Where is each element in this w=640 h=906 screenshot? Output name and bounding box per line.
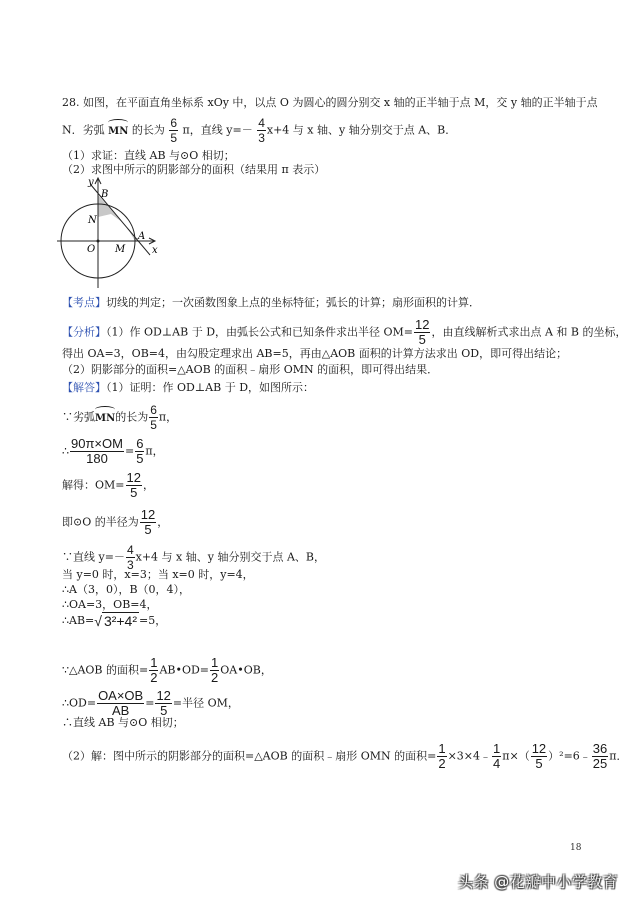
label-n: N <box>88 215 97 226</box>
solution-step-13: ∴直线 AB 与⊙O 相切； <box>62 716 184 729</box>
text: x+4 与 x 轴、y 轴分别交于点 A、B， <box>135 550 325 564</box>
text: = <box>145 696 155 710</box>
solution-step-7: 当 y=0 时，x=3；当 x=0 时，y=4， <box>62 568 254 581</box>
text: ∴ <box>62 444 69 458</box>
text: x+4 与 x 轴、y 轴分别交于点 A、B． <box>266 123 457 137</box>
fenxi-line-1 <box>62 318 627 347</box>
den: 5 <box>136 451 144 466</box>
fraction-half <box>437 742 446 771</box>
problem-number: 28. <box>62 96 80 109</box>
arc-mn: MN <box>108 121 128 139</box>
num: 1 <box>211 655 219 670</box>
text: π． <box>609 749 628 763</box>
fenxi-line-3: （2）阴影部分的面积=△AOB 的面积﹣扇形 OMN 的面积，即可得出结果． <box>62 363 439 376</box>
kaodian-label: 【考点】 <box>62 296 106 309</box>
fraction-radius <box>126 471 142 500</box>
watermark: 头条 @花瓣中小学教育 <box>458 873 619 891</box>
text: （2）解：图中所示的阴影部分的面积=△AOB 的面积﹣扇形 OMN 的面积= <box>62 749 437 763</box>
text: ∵直线 y=－ <box>62 550 125 564</box>
label-b: B <box>101 189 109 200</box>
solution-step-2 <box>62 403 177 432</box>
num: 90π×OM <box>71 436 123 451</box>
problem-line-1 <box>62 96 598 110</box>
den: 3 <box>126 558 134 572</box>
fraction <box>149 403 158 432</box>
den: 180 <box>86 451 108 466</box>
fraction-arc-length <box>169 116 178 145</box>
jieda-line <box>62 381 314 395</box>
text: AB•OD= <box>159 663 210 677</box>
num: 12 <box>126 470 141 485</box>
solution-step-8: ∴A（3，0），B（0，4）， <box>62 583 191 596</box>
kaodian-text: 切线的判定；一次函数图象上点的坐标特征；弧长的计算；扇形面积的计算． <box>106 296 480 309</box>
text: ∵△AOB 的面积= <box>62 663 149 677</box>
fraction-radius <box>531 742 547 771</box>
text: π， <box>145 444 164 458</box>
fraction-radius <box>414 318 430 347</box>
den: 5 <box>130 485 138 500</box>
problem-line-2 <box>62 116 456 145</box>
num: 4 <box>258 116 265 130</box>
num: 36 <box>592 741 608 756</box>
text: ∵劣弧 <box>62 410 95 424</box>
text: （1）作 OD⊥AB 于 D，由弧长公式和已知条件求出半径 OM= <box>106 325 414 339</box>
text: ∴AB= <box>62 614 95 627</box>
fenxi-label: 【分析】 <box>62 325 106 339</box>
fenxi-line-2: 得出 OA=3，OB=4，由勾股定理求出 AB=5，再由△AOB 面积的计算方法求出 OD，即可得出结论； <box>62 347 568 360</box>
num: 1 <box>438 741 446 756</box>
num: 12 <box>415 317 430 332</box>
num: OA×OB <box>98 688 144 703</box>
label-x: x <box>152 245 158 256</box>
text: OA•OB， <box>220 663 272 677</box>
num: 6 <box>136 436 144 451</box>
fraction-slope <box>257 116 266 145</box>
num: 6 <box>150 403 157 417</box>
den: 5 <box>170 131 178 145</box>
geometry-figure <box>55 175 165 293</box>
problem-part-1: （1）求证：直线 AB 与⊙O 相切； <box>62 149 235 162</box>
text: （1）证明：作 OD⊥AB 于 D，如图所示： <box>106 381 315 394</box>
label-m: M <box>115 244 126 255</box>
problem-text: 如图，在平面直角坐标系 xOy 中，以点 O 为圆心的圆分别交 x 轴的正半轴于点 M，交 y 轴的正半轴于点 <box>83 96 598 109</box>
text: 的长为 <box>131 123 165 137</box>
text: =半径 OM， <box>172 696 239 710</box>
text: 的长为 <box>115 410 149 424</box>
num: 1 <box>150 655 158 670</box>
den: 4 <box>493 756 501 771</box>
text: ）²=6﹣ <box>548 749 591 763</box>
solution-step-5 <box>62 508 168 537</box>
text: ， <box>142 478 154 492</box>
fraction-radius <box>140 508 156 537</box>
kaodian-line <box>62 296 480 310</box>
fraction-radius <box>155 689 171 718</box>
fraction <box>135 437 144 466</box>
text: ×3×4﹣ <box>447 749 492 763</box>
arc-mn: MN <box>95 408 115 426</box>
text: ，由直线解析式求出点 A 和 B 的坐标， <box>431 325 627 339</box>
text: ， <box>157 515 169 529</box>
fraction-half <box>210 656 219 685</box>
solution-step-14 <box>62 742 628 771</box>
fraction-half <box>149 656 158 685</box>
text: 解得：OM= <box>62 478 125 492</box>
text: = <box>124 444 135 458</box>
label-o: O <box>87 244 96 255</box>
num: 6 <box>170 116 178 130</box>
num: 12 <box>156 688 171 703</box>
den: 2 <box>150 670 158 685</box>
den: 5 <box>160 703 168 718</box>
text: 即⊙O 的半径为 <box>62 515 139 529</box>
fraction-result <box>592 742 608 771</box>
num: 1 <box>493 741 501 756</box>
den: 25 <box>592 756 608 771</box>
label-a: A <box>138 231 146 242</box>
radicand: 3²+4² <box>103 613 138 629</box>
den: 3 <box>258 131 265 145</box>
solution-step-11 <box>62 656 272 685</box>
solution-step-4 <box>62 471 154 500</box>
text: N．劣弧 <box>62 123 105 137</box>
num: 4 <box>126 543 134 557</box>
fraction-quarter <box>492 742 501 771</box>
den: 2 <box>211 670 219 685</box>
text: ∴OD= <box>62 696 97 710</box>
sqrt-expression: √ 3²+4² <box>94 613 138 629</box>
den: 5 <box>535 756 543 771</box>
den: 5 <box>144 522 152 537</box>
problem-part-2: （2）求图中所示的阴影部分的面积（结果用 π 表示） <box>62 163 326 176</box>
solution-step-10 <box>62 614 166 628</box>
jieda-label: 【解答】 <box>62 381 106 394</box>
fraction-arc-formula <box>70 437 124 466</box>
den: 2 <box>438 756 446 771</box>
num: 12 <box>140 507 156 522</box>
text: =5， <box>139 614 167 627</box>
text: π×（ <box>502 749 530 763</box>
label-y: y <box>88 177 94 188</box>
num: 12 <box>531 741 547 756</box>
den: 5 <box>150 418 157 432</box>
solution-step-9: ∴OA=3，OB=4， <box>62 598 158 611</box>
solution-step-3 <box>62 437 164 466</box>
text: π， <box>158 410 178 424</box>
solution-step-12 <box>62 689 239 718</box>
fraction-od <box>97 689 144 718</box>
den: 5 <box>418 332 426 347</box>
text: π，直线 y=－ <box>182 123 253 137</box>
origin-dot <box>97 240 100 243</box>
den: AB <box>111 703 130 718</box>
page-number: 18 <box>570 843 582 853</box>
